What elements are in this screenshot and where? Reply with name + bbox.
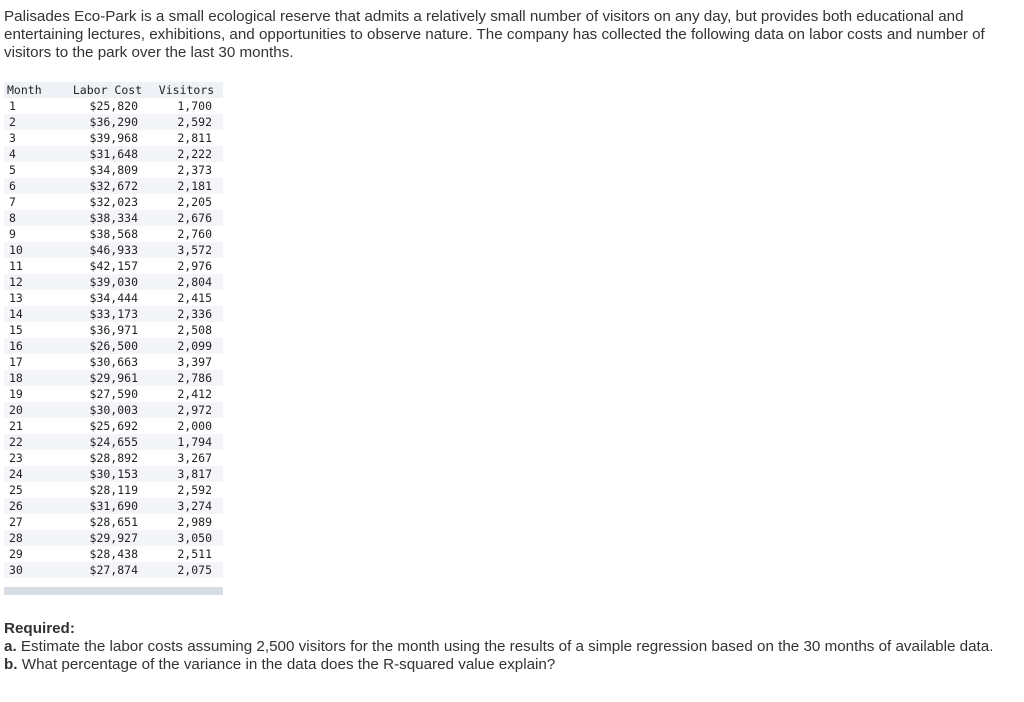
cell-labor-cost: $46,933 [65,242,150,258]
table-row [4,258,223,274]
cell-month: 11 [4,258,65,274]
cell-visitors: 2,099 [150,338,223,354]
cell-month: 3 [4,130,65,146]
cell-visitors: 2,676 [150,210,223,226]
cell-labor-cost: $34,444 [65,290,150,306]
table-row [4,178,223,194]
cell-labor-cost: $36,971 [65,322,150,338]
table-row [4,402,223,418]
table-body [4,98,223,578]
cell-month: 12 [4,274,65,290]
cell-visitors: 2,415 [150,290,223,306]
table-row [4,370,223,386]
cell-visitors: 2,511 [150,546,223,562]
cell-month: 16 [4,338,65,354]
cell-visitors: 2,000 [150,418,223,434]
table-horizontal-scrollbar[interactable] [4,587,223,595]
cell-labor-cost: $28,892 [65,450,150,466]
cell-visitors: 3,274 [150,498,223,514]
cell-month: 26 [4,498,65,514]
cell-visitors: 3,572 [150,242,223,258]
intro-paragraph: Palisades Eco-Park is a small ecological reserve that admits a relatively small number of visitors on any day, but provides both educational and entertaining lectures, exhibitions, and opportunities to observe nature. The company has collected the following data on labor costs and number of visitors to the park over the last 30 months. [4,8,985,61]
cell-labor-cost: $28,651 [65,514,150,530]
table-row [4,530,223,546]
cell-visitors: 2,592 [150,114,223,130]
cell-labor-cost: $26,500 [65,338,150,354]
table-row [4,450,223,466]
cell-month: 15 [4,322,65,338]
cell-labor-cost: $27,590 [65,386,150,402]
cell-labor-cost: $38,334 [65,210,150,226]
cell-labor-cost: $28,438 [65,546,150,562]
cell-month: 19 [4,386,65,402]
cell-labor-cost: $31,648 [65,146,150,162]
cell-month: 2 [4,114,65,130]
cell-visitors: 3,050 [150,530,223,546]
table-row [4,242,223,258]
question-b-text: What percentage of the variance in the data does the R-squared value explain? [21,656,556,673]
table-row [4,130,223,146]
table-row [4,226,223,242]
cell-month: 25 [4,482,65,498]
cell-labor-cost: $30,663 [65,354,150,370]
cell-labor-cost: $34,809 [65,162,150,178]
cell-labor-cost: $36,290 [65,114,150,130]
cell-visitors: 2,976 [150,258,223,274]
question-b-label: b. [4,656,18,673]
cell-month: 5 [4,162,65,178]
cell-labor-cost: $30,003 [65,402,150,418]
question-a-label: a. [4,638,17,655]
cell-labor-cost: $29,961 [65,370,150,386]
table-row [4,418,223,434]
cell-visitors: 2,075 [150,562,223,578]
cell-labor-cost: $32,672 [65,178,150,194]
required-title: Required: [4,620,75,637]
cell-visitors: 3,817 [150,466,223,482]
cell-month: 8 [4,210,65,226]
header-labor-cost: Labor Cost [65,82,150,98]
table-row [4,146,223,162]
table-row [4,466,223,482]
table-row [4,354,223,370]
cell-month: 7 [4,194,65,210]
table-row [4,562,223,578]
cell-labor-cost: $38,568 [65,226,150,242]
question-a-text: Estimate the labor costs assuming 2,500 visitors for the month using the results of a simple regression based on the 30 months of available data. [20,638,994,655]
table-row [4,98,223,114]
cell-month: 30 [4,562,65,578]
table-row [4,434,223,450]
cell-visitors: 2,181 [150,178,223,194]
header-month: Month [4,82,65,98]
header-visitors: Visitors [150,82,223,98]
cell-month: 24 [4,466,65,482]
cell-visitors: 2,786 [150,370,223,386]
cell-visitors: 2,760 [150,226,223,242]
cell-month: 17 [4,354,65,370]
required-section [4,620,1004,674]
cell-labor-cost: $39,030 [65,274,150,290]
cell-visitors: 3,397 [150,354,223,370]
cell-month: 18 [4,370,65,386]
cell-labor-cost: $25,820 [65,98,150,114]
cell-month: 21 [4,418,65,434]
cell-month: 9 [4,226,65,242]
table-row [4,162,223,178]
table-row [4,114,223,130]
cell-month: 4 [4,146,65,162]
cell-visitors: 2,592 [150,482,223,498]
cell-labor-cost: $29,927 [65,530,150,546]
table-row [4,290,223,306]
cell-month: 1 [4,98,65,114]
question-a [4,638,1004,656]
cell-visitors: 2,804 [150,274,223,290]
cell-labor-cost: $39,968 [65,130,150,146]
table-row [4,338,223,354]
table-row [4,306,223,322]
table-header-row [4,82,223,98]
cell-visitors: 2,336 [150,306,223,322]
cell-visitors: 2,222 [150,146,223,162]
cell-month: 13 [4,290,65,306]
cell-month: 29 [4,546,65,562]
cell-month: 20 [4,402,65,418]
cell-visitors: 2,508 [150,322,223,338]
cell-month: 23 [4,450,65,466]
cell-labor-cost: $33,173 [65,306,150,322]
question-b [4,656,1004,674]
cell-labor-cost: $30,153 [65,466,150,482]
cell-month: 22 [4,434,65,450]
cell-month: 14 [4,306,65,322]
cell-visitors: 2,412 [150,386,223,402]
table-row [4,498,223,514]
cell-month: 10 [4,242,65,258]
table-row [4,274,223,290]
cell-labor-cost: $27,874 [65,562,150,578]
cell-visitors: 2,811 [150,130,223,146]
table-row [4,546,223,562]
table-row [4,322,223,338]
table-row [4,386,223,402]
cell-labor-cost: $24,655 [65,434,150,450]
cell-labor-cost: $25,692 [65,418,150,434]
cell-visitors: 2,205 [150,194,223,210]
cell-labor-cost: $31,690 [65,498,150,514]
cell-labor-cost: $32,023 [65,194,150,210]
table-row [4,514,223,530]
table-row [4,210,223,226]
cell-visitors: 2,989 [150,514,223,530]
cell-month: 6 [4,178,65,194]
cell-month: 27 [4,514,65,530]
cell-labor-cost: $28,119 [65,482,150,498]
table-row [4,194,223,210]
cell-labor-cost: $42,157 [65,258,150,274]
cell-visitors: 1,794 [150,434,223,450]
cell-visitors: 2,373 [150,162,223,178]
cell-visitors: 3,267 [150,450,223,466]
table-row [4,482,223,498]
cell-month: 28 [4,530,65,546]
cell-visitors: 2,972 [150,402,223,418]
cell-visitors: 1,700 [150,98,223,114]
labor-visitors-table [4,82,223,578]
